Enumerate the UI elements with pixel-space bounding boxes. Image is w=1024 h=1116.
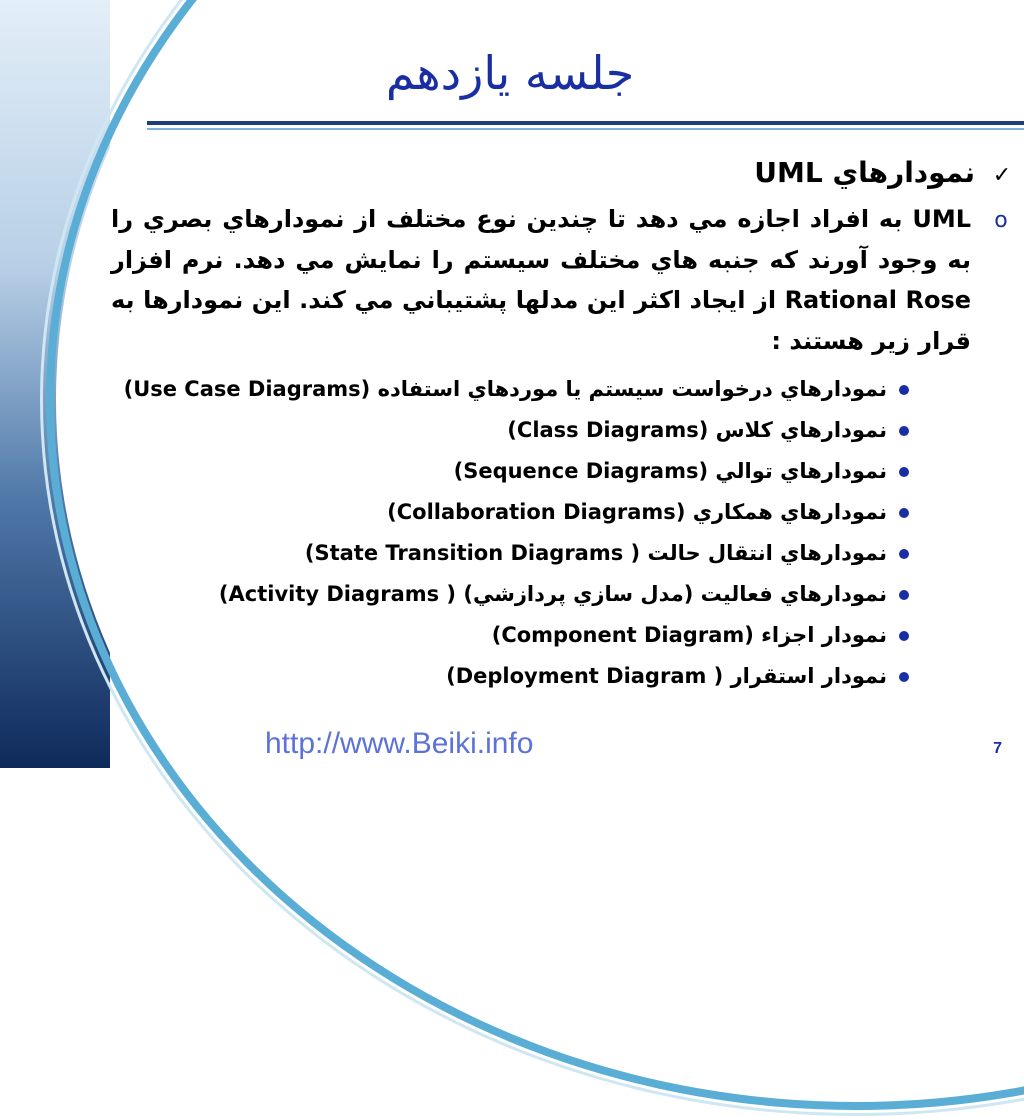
- footer-website-link[interactable]: http://www.Beiki.info: [265, 727, 534, 760]
- dot-bullet-icon: [899, 549, 909, 559]
- page-number: 7: [993, 740, 1002, 757]
- list-item-text: نمودارهاي همکاري (Collaboration Diagrams): [387, 500, 887, 524]
- slide-title: جلسه يازدهم: [385, 46, 635, 100]
- title-rule-dark: [147, 121, 1024, 125]
- dot-bullet-icon: [899, 672, 909, 682]
- dot-bullet-icon: [899, 590, 909, 600]
- heading-row: [70, 151, 1015, 195]
- list-item-text: نمودارهاي درخواست سيستم يا موردهاي استفاده (Use Case Diagrams): [123, 377, 887, 401]
- title-rule-light: [147, 128, 1024, 130]
- list-item: [70, 615, 1015, 656]
- list-item: [70, 410, 1015, 451]
- check-icon: ✓: [992, 163, 1012, 188]
- diagram-list: [70, 369, 1015, 697]
- list-item: [70, 451, 1015, 492]
- dot-bullet-icon: [899, 426, 909, 436]
- list-item-text: نمودار استقرار ( Deployment Diagram): [446, 664, 887, 688]
- dot-bullet-icon: [899, 467, 909, 477]
- description-paragraph: UML به افراد اجازه مي دهد تا چندين نوع مختلف از نمودارهاي بصري را به وجود آورند که جنبه هاي مختلف سيستم را نمايش مي دهد. نرم افزار Rational Rose از ايجاد اکثر اين مدلها پشتيباني مي کند. اين نمودارها به قرار زير هستند :: [111, 205, 972, 355]
- list-item-text: نمودارهاي انتقال حالت ( State Transition Diagrams): [304, 541, 887, 565]
- list-item: [70, 369, 1015, 410]
- dot-bullet-icon: [899, 508, 909, 518]
- list-item-text: نمودار اجزاء (Component Diagram): [491, 623, 887, 647]
- list-item: [70, 492, 1015, 533]
- heading-text: نمودارهاي UML: [754, 156, 975, 189]
- list-item: [70, 574, 1015, 615]
- list-item-text: نمودارهاي توالي (Sequence Diagrams): [453, 459, 887, 483]
- dot-bullet-icon: [899, 385, 909, 395]
- list-item: [70, 656, 1015, 697]
- list-item-text: نمودارهاي کلاس (Class Diagrams): [507, 418, 887, 442]
- circle-bullet-icon: o: [994, 208, 1008, 233]
- list-item-text: نمودارهاي فعاليت (مدل سازي پردازشي) ( Activity Diagrams): [218, 582, 887, 606]
- dot-bullet-icon: [899, 631, 909, 641]
- list-item: [70, 533, 1015, 574]
